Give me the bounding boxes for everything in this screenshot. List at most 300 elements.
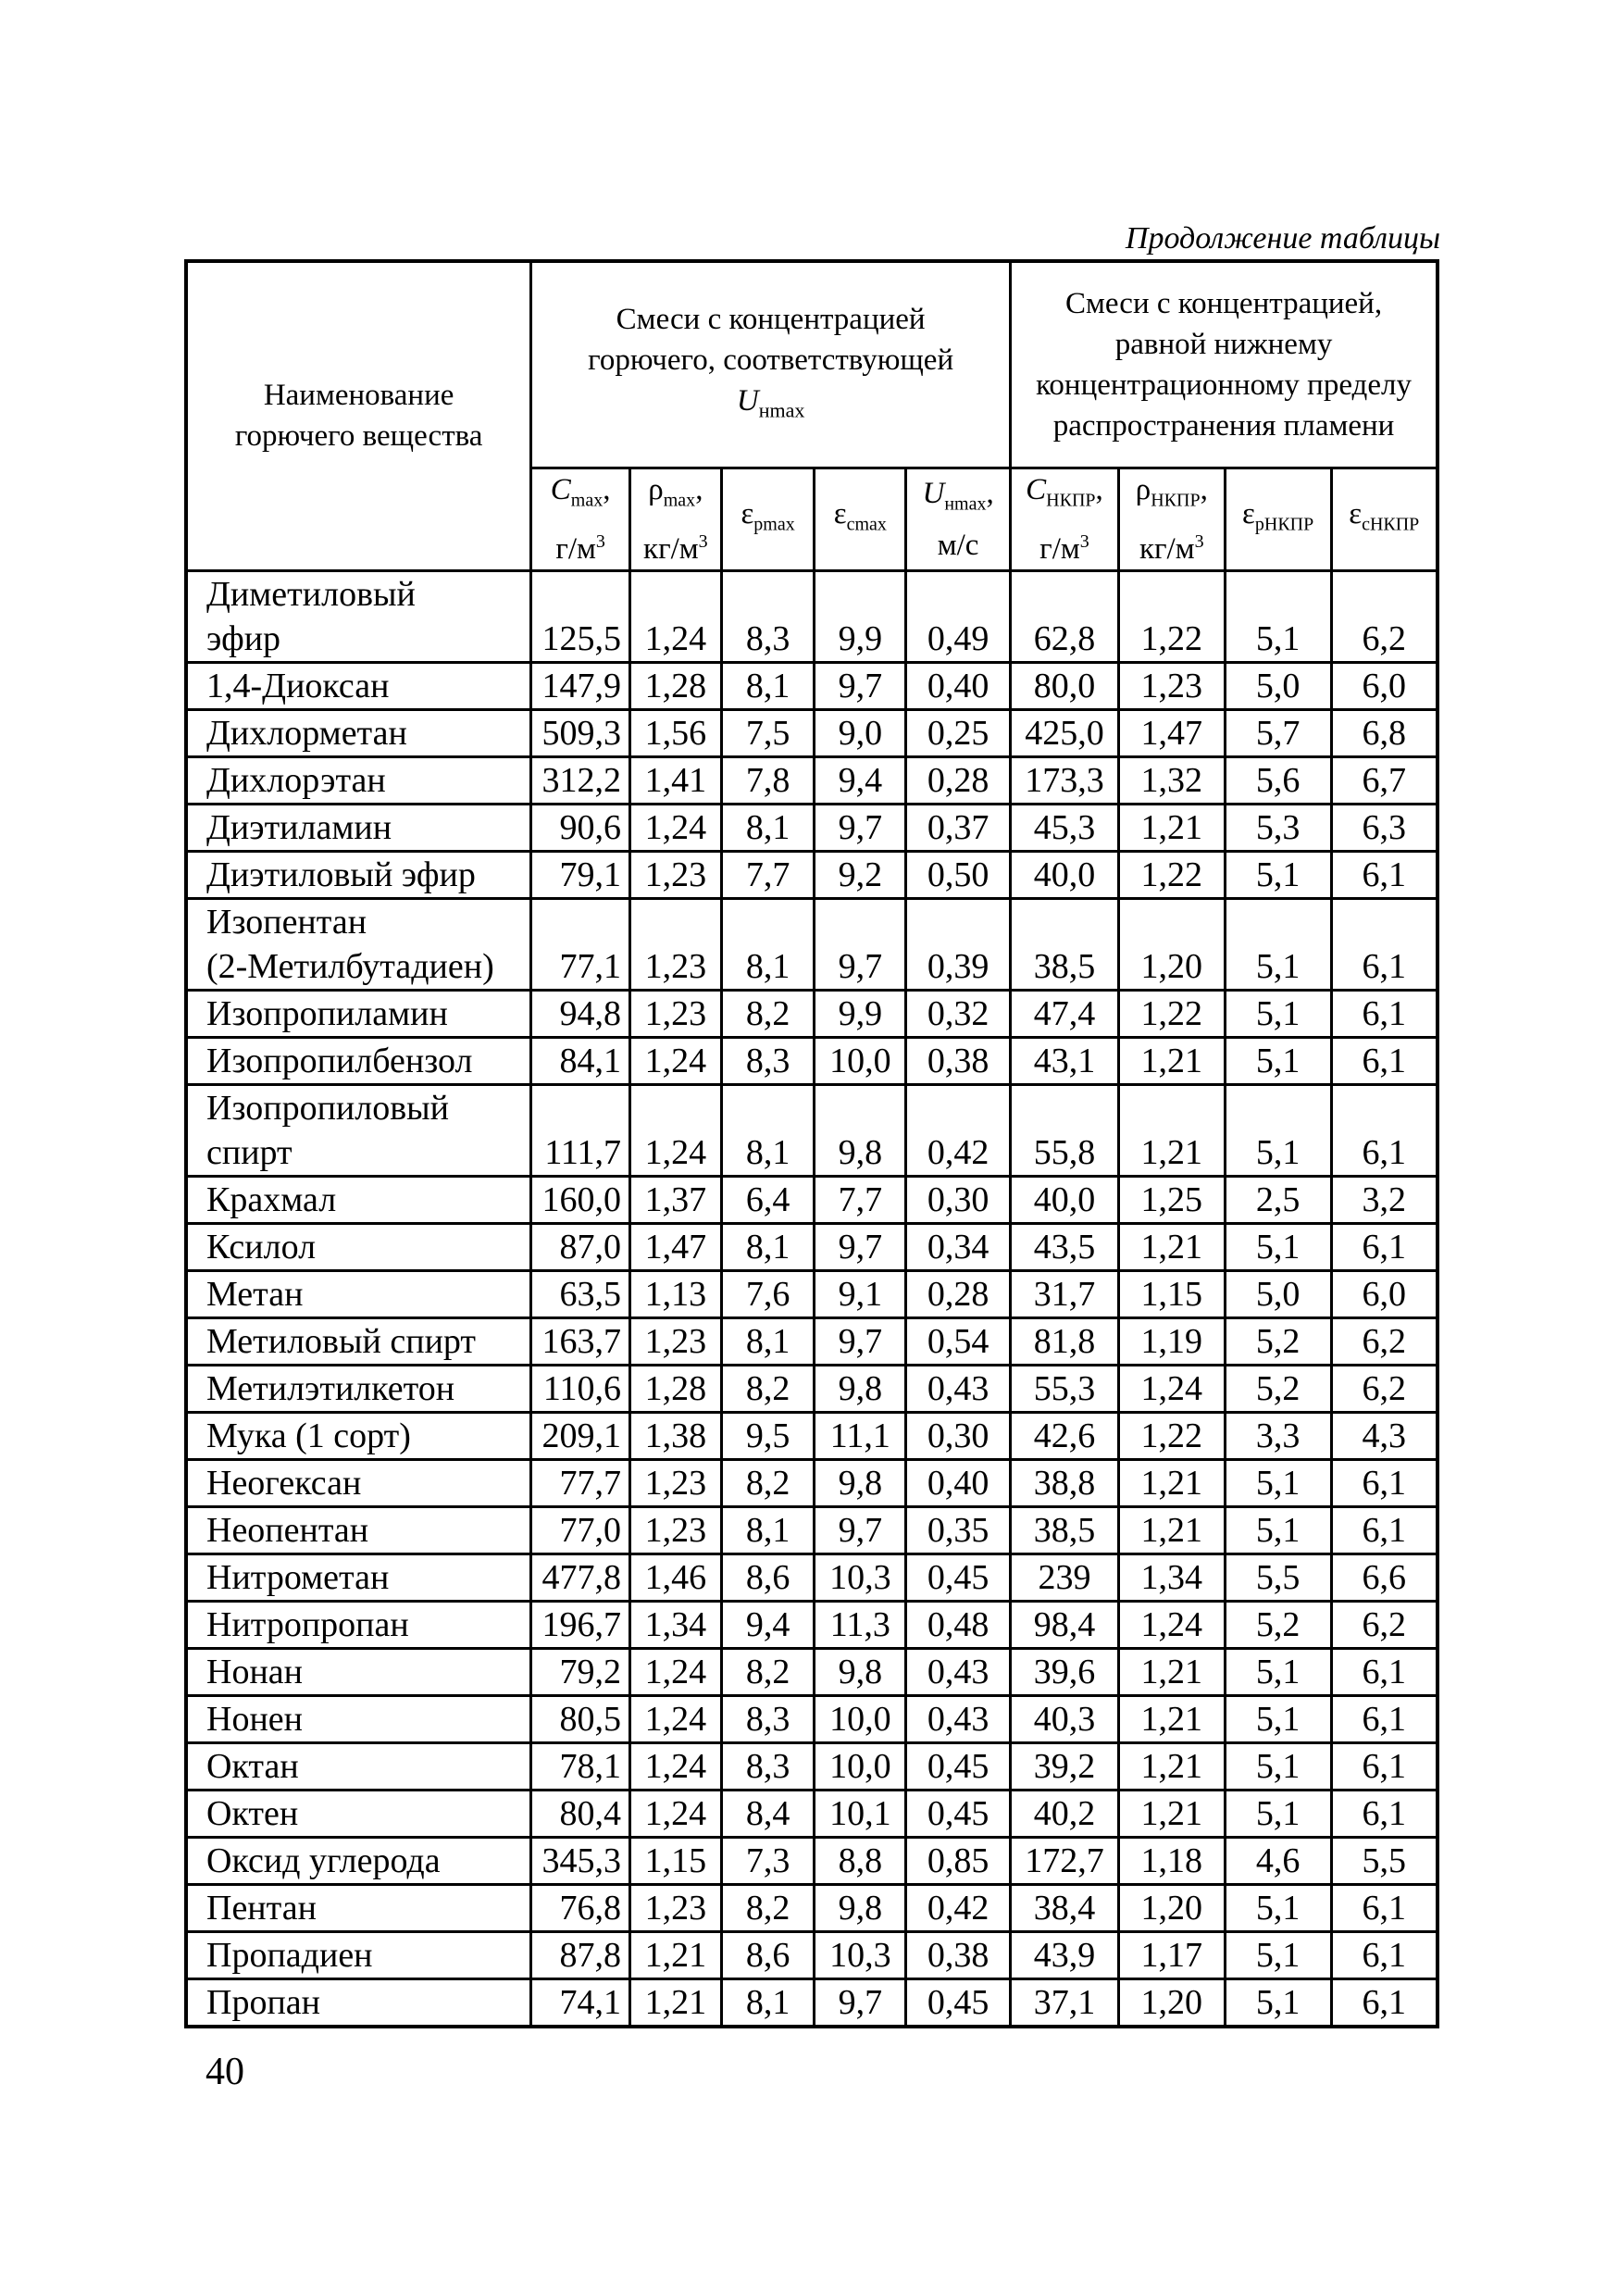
value-cell: 8,8 [815, 1837, 906, 1884]
column-subscript: pmax [753, 514, 795, 535]
column-unit-power: 3 [698, 530, 708, 552]
value-cell: 1,20 [1118, 898, 1225, 990]
value-cell: 5,1 [1225, 851, 1331, 898]
value-cell: 6,4 [721, 1176, 815, 1223]
substance-name [186, 1317, 531, 1365]
value-cell: 5,0 [1225, 1270, 1331, 1317]
value-cell: 63,5 [531, 1270, 630, 1317]
value-cell: 5,1 [1225, 1884, 1331, 1931]
value-cell: 47,4 [1011, 990, 1119, 1037]
value-cell: 4,3 [1331, 1412, 1438, 1459]
table-row [186, 1978, 1438, 2027]
column-subscript: НКПР [1151, 490, 1201, 511]
column-unit: г/м [555, 531, 596, 566]
value-cell: 10,3 [815, 1931, 906, 1978]
value-cell: 0,40 [906, 662, 1011, 709]
value-cell: 10,1 [815, 1790, 906, 1837]
substance-name-line: Изопентан [206, 902, 367, 942]
substance-name-line: Пропадиен [206, 1935, 373, 1975]
value-cell: 5,1 [1225, 1084, 1331, 1176]
value-cell: 9,7 [815, 804, 906, 851]
value-cell: 0,50 [906, 851, 1011, 898]
value-cell: 5,1 [1225, 1648, 1331, 1695]
value-cell: 6,1 [1331, 1506, 1438, 1554]
column-header-3 [721, 468, 815, 571]
value-cell: 9,5 [721, 1412, 815, 1459]
value-cell: 38,5 [1011, 1506, 1119, 1554]
value-cell: 7,6 [721, 1270, 815, 1317]
value-cell: 9,7 [815, 1506, 906, 1554]
value-cell: 1,21 [1118, 1037, 1225, 1084]
value-cell: 477,8 [531, 1554, 630, 1601]
value-cell: 1,23 [630, 1317, 722, 1365]
value-cell: 1,20 [1118, 1884, 1225, 1931]
value-cell: 1,15 [630, 1837, 722, 1884]
value-cell: 5,1 [1225, 1742, 1331, 1790]
value-cell: 8,3 [721, 1695, 815, 1742]
value-cell: 8,1 [721, 662, 815, 709]
substance-name-line: Дихлорметан [206, 713, 407, 753]
substance-name [186, 1978, 531, 2027]
substance-name-line: Метан [206, 1274, 304, 1314]
column-subscript: НКПР [1046, 490, 1096, 511]
value-cell: 2,5 [1225, 1176, 1331, 1223]
value-cell: 9,9 [815, 990, 906, 1037]
value-cell: 163,7 [531, 1317, 630, 1365]
value-cell: 1,21 [1118, 1084, 1225, 1176]
table-row [186, 1223, 1438, 1270]
value-cell: 0,38 [906, 1037, 1011, 1084]
value-cell: 5,2 [1225, 1601, 1331, 1648]
substance-name [186, 1601, 531, 1648]
value-cell: 8,2 [721, 1365, 815, 1412]
value-cell: 8,1 [721, 1506, 815, 1554]
value-cell: 11,1 [815, 1412, 906, 1459]
substance-name [186, 990, 531, 1037]
table-row [186, 1695, 1438, 1742]
value-cell: 9,9 [815, 570, 906, 662]
value-cell: 8,2 [721, 1884, 815, 1931]
value-cell: 42,6 [1011, 1412, 1119, 1459]
value-cell: 5,1 [1225, 898, 1331, 990]
substance-name-line: 1,4-Диоксан [206, 666, 390, 705]
substance-name [186, 756, 531, 804]
table-row [186, 1837, 1438, 1884]
value-cell: 196,7 [531, 1601, 630, 1648]
table-row [186, 804, 1438, 851]
value-cell: 10,0 [815, 1695, 906, 1742]
substance-name [186, 1931, 531, 1978]
value-cell: 10,0 [815, 1037, 906, 1084]
value-cell: 6,0 [1331, 662, 1438, 709]
value-cell: 6,1 [1331, 1884, 1438, 1931]
table-row [186, 1742, 1438, 1790]
value-cell: 1,21 [630, 1978, 722, 2027]
substance-name-line: Пропан [206, 1982, 320, 2022]
value-cell: 0,43 [906, 1695, 1011, 1742]
substance-name [186, 1742, 531, 1790]
value-cell: 98,4 [1011, 1601, 1119, 1648]
value-cell: 0,30 [906, 1176, 1011, 1223]
column-unit-power: 3 [1079, 530, 1089, 552]
value-cell: 39,6 [1011, 1648, 1119, 1695]
substance-name [186, 1695, 531, 1742]
column-symbol: ε [1349, 497, 1363, 530]
value-cell: 1,23 [630, 898, 722, 990]
value-cell: 1,24 [630, 1648, 722, 1695]
value-cell: 37,1 [1011, 1978, 1119, 2027]
substance-name-line: Нонан [206, 1652, 303, 1691]
value-cell: 80,5 [531, 1695, 630, 1742]
value-cell: 9,4 [815, 756, 906, 804]
table-row [186, 1601, 1438, 1648]
value-cell: 1,24 [630, 1037, 722, 1084]
value-cell: 8,6 [721, 1931, 815, 1978]
value-cell: 110,6 [531, 1365, 630, 1412]
value-cell: 8,2 [721, 990, 815, 1037]
column-header-8 [1225, 468, 1331, 571]
value-cell: 40,0 [1011, 851, 1119, 898]
substance-name-line: эфир [206, 618, 281, 658]
value-cell: 6,1 [1331, 1931, 1438, 1978]
value-cell: 10,3 [815, 1554, 906, 1601]
value-cell: 55,3 [1011, 1365, 1119, 1412]
value-cell: 78,1 [531, 1742, 630, 1790]
value-cell: 1,22 [1118, 570, 1225, 662]
value-cell: 43,1 [1011, 1037, 1119, 1084]
substance-name-line: Изопропиламин [206, 993, 448, 1033]
table-row [186, 990, 1438, 1037]
value-cell: 239 [1011, 1554, 1119, 1601]
substance-name [186, 1412, 531, 1459]
table-row [186, 1365, 1438, 1412]
value-cell: 9,0 [815, 709, 906, 756]
value-cell: 0,37 [906, 804, 1011, 851]
value-cell: 172,7 [1011, 1837, 1119, 1884]
value-cell: 5,1 [1225, 1790, 1331, 1837]
group1-line1: Смеси с концентрацией [616, 302, 926, 336]
column-unit: г/м [1039, 531, 1080, 566]
column-symbol: ρ [1135, 473, 1151, 506]
value-cell: 6,2 [1331, 1365, 1438, 1412]
value-cell: 9,7 [815, 662, 906, 709]
value-cell: 0,30 [906, 1412, 1011, 1459]
value-cell: 6,1 [1331, 898, 1438, 990]
value-cell: 40,2 [1011, 1790, 1119, 1837]
value-cell: 7,5 [721, 709, 815, 756]
value-cell: 1,23 [630, 851, 722, 898]
value-cell: 87,8 [531, 1931, 630, 1978]
value-cell: 3,3 [1225, 1412, 1331, 1459]
table-row [186, 1037, 1438, 1084]
column-unit: кг/м [1139, 531, 1195, 566]
value-cell: 6,1 [1331, 1084, 1438, 1176]
substance-name [186, 804, 531, 851]
column-symbol: ε [833, 497, 847, 530]
value-cell: 1,15 [1118, 1270, 1225, 1317]
substance-name-line: Метилэтилкетон [206, 1368, 455, 1408]
value-cell: 0,54 [906, 1317, 1011, 1365]
substance-name-line: Неогексан [206, 1463, 362, 1503]
value-cell: 5,7 [1225, 709, 1331, 756]
value-cell: 9,7 [815, 1317, 906, 1365]
value-cell: 1,24 [630, 804, 722, 851]
substance-name-line: Диэтиловый эфир [206, 855, 476, 894]
substance-name-line: Октен [206, 1793, 299, 1833]
substance-name [186, 1084, 531, 1176]
column-subscript: cmax [846, 514, 887, 535]
value-cell: 5,1 [1225, 1695, 1331, 1742]
value-cell: 5,1 [1225, 1931, 1331, 1978]
value-cell: 0,42 [906, 1084, 1011, 1176]
value-cell: 0,43 [906, 1365, 1011, 1412]
value-cell: 1,13 [630, 1270, 722, 1317]
value-cell: 43,5 [1011, 1223, 1119, 1270]
value-cell: 5,0 [1225, 662, 1331, 709]
value-cell: 6,1 [1331, 1790, 1438, 1837]
value-cell: 11,3 [815, 1601, 906, 1648]
value-cell: 147,9 [531, 662, 630, 709]
substance-name-line: Октан [206, 1746, 299, 1786]
value-cell: 9,1 [815, 1270, 906, 1317]
substance-name [186, 1554, 531, 1601]
table-row [186, 662, 1438, 709]
value-cell: 6,2 [1331, 1317, 1438, 1365]
value-cell: 0,48 [906, 1601, 1011, 1648]
value-cell: 79,2 [531, 1648, 630, 1695]
value-cell: 0,39 [906, 898, 1011, 990]
value-cell: 5,6 [1225, 756, 1331, 804]
value-cell: 9,7 [815, 1223, 906, 1270]
table-row [186, 1317, 1438, 1365]
group1-var: $U_{нmax}$ [736, 383, 805, 422]
value-cell: 79,1 [531, 851, 630, 898]
value-cell: 1,21 [1118, 1790, 1225, 1837]
value-cell: 9,8 [815, 1648, 906, 1695]
value-cell: 9,8 [815, 1884, 906, 1931]
column-unit-power: 3 [1194, 530, 1204, 552]
value-cell: 8,1 [721, 804, 815, 851]
table-body [186, 570, 1438, 2027]
column-symbol: ε [741, 497, 754, 530]
value-cell: 31,7 [1011, 1270, 1119, 1317]
substance-name-line: Оксид углерода [206, 1841, 441, 1880]
page-number: 40 [205, 2051, 244, 2093]
column-symbol: C [1026, 473, 1047, 506]
value-cell: 74,1 [531, 1978, 630, 2027]
substance-name-line: Изопропилбензол [206, 1041, 473, 1080]
substance-name [186, 1459, 531, 1506]
value-cell: 77,7 [531, 1459, 630, 1506]
substance-name-line: (2-Метилбутадиен) [206, 946, 494, 986]
column-symbol: ρ [648, 473, 664, 506]
value-cell: 90,6 [531, 804, 630, 851]
table-row [186, 1648, 1438, 1695]
value-cell: 40,3 [1011, 1695, 1119, 1742]
value-cell: 8,1 [721, 898, 815, 990]
value-cell: 1,22 [1118, 851, 1225, 898]
value-cell: 1,23 [630, 1506, 722, 1554]
substance-name-line: Нонен [206, 1699, 303, 1739]
substance-name-line: Дихлорэтан [206, 760, 386, 800]
value-cell: 6,2 [1331, 570, 1438, 662]
value-cell: 1,18 [1118, 1837, 1225, 1884]
value-cell: 1,28 [630, 1365, 722, 1412]
column-subscript: max [570, 490, 604, 511]
column-header-1: $C_{max}$, $г/м^3$ [531, 468, 630, 571]
value-cell: 6,1 [1331, 1223, 1438, 1270]
value-cell: 9,8 [815, 1084, 906, 1176]
value-cell: 5,3 [1225, 804, 1331, 851]
substance-name [186, 1223, 531, 1270]
value-cell: 6,1 [1331, 990, 1438, 1037]
value-cell: 0,40 [906, 1459, 1011, 1506]
value-cell: 0,38 [906, 1931, 1011, 1978]
header-group-umax [531, 261, 1011, 468]
data-table [184, 259, 1439, 2028]
value-cell: 509,3 [531, 709, 630, 756]
value-cell: 0,49 [906, 570, 1011, 662]
value-cell: 5,1 [1225, 1223, 1331, 1270]
value-cell: 8,2 [721, 1459, 815, 1506]
value-cell: 1,56 [630, 709, 722, 756]
value-cell: 8,3 [721, 1037, 815, 1084]
value-cell: 38,5 [1011, 898, 1119, 990]
value-cell: 1,24 [630, 1695, 722, 1742]
substance-name [186, 1270, 531, 1317]
value-cell: 94,8 [531, 990, 630, 1037]
value-cell: 345,3 [531, 1837, 630, 1884]
value-cell: 5,2 [1225, 1317, 1331, 1365]
value-cell: 5,1 [1225, 1506, 1331, 1554]
value-cell: 80,4 [531, 1790, 630, 1837]
table-row [186, 1412, 1438, 1459]
value-cell: 1,22 [1118, 1412, 1225, 1459]
value-cell: 1,21 [1118, 1648, 1225, 1695]
substance-name-line: Мука (1 сорт) [206, 1416, 411, 1455]
value-cell: 1,21 [1118, 1742, 1225, 1790]
value-cell: 1,37 [630, 1176, 722, 1223]
value-cell: 3,2 [1331, 1176, 1438, 1223]
table-row [186, 1176, 1438, 1223]
substance-name [186, 898, 531, 990]
value-cell: 125,5 [531, 570, 630, 662]
value-cell: 38,8 [1011, 1459, 1119, 1506]
value-cell: 1,21 [1118, 1223, 1225, 1270]
substance-name-line: спирт [206, 1132, 292, 1172]
value-cell: 5,5 [1225, 1554, 1331, 1601]
value-cell: 1,24 [630, 1790, 722, 1837]
table-row [186, 1931, 1438, 1978]
value-cell: 0,35 [906, 1506, 1011, 1554]
value-cell: 1,23 [630, 1459, 722, 1506]
value-cell: 0,28 [906, 1270, 1011, 1317]
column-unit: кг/м [643, 531, 699, 566]
value-cell: 1,34 [630, 1601, 722, 1648]
value-cell: 1,20 [1118, 1978, 1225, 2027]
substance-name [186, 1176, 531, 1223]
substance-name-line: Нитропропан [206, 1604, 409, 1644]
value-cell: 1,24 [630, 1742, 722, 1790]
column-symbol: C [550, 473, 571, 506]
value-cell: 8,2 [721, 1648, 815, 1695]
value-cell: 1,24 [1118, 1601, 1225, 1648]
column-subscript: сНКПР [1362, 514, 1420, 535]
value-cell: 209,1 [531, 1412, 630, 1459]
table-row [186, 1884, 1438, 1931]
column-header-9 [1331, 468, 1438, 571]
substance-name [186, 709, 531, 756]
value-cell: 6,6 [1331, 1554, 1438, 1601]
value-cell: 62,8 [1011, 570, 1119, 662]
value-cell: 1,46 [630, 1554, 722, 1601]
value-cell: 1,38 [630, 1412, 722, 1459]
table-row [186, 898, 1438, 990]
column-symbol: ε [1242, 497, 1255, 530]
value-cell: 1,21 [1118, 1506, 1225, 1554]
value-cell: 6,3 [1331, 804, 1438, 851]
substance-name [186, 662, 531, 709]
value-cell: 9,7 [815, 1978, 906, 2027]
value-cell: 7,3 [721, 1837, 815, 1884]
value-cell: 84,1 [531, 1037, 630, 1084]
value-cell: 45,3 [1011, 804, 1119, 851]
value-cell: 43,9 [1011, 1931, 1119, 1978]
value-cell: 5,1 [1225, 1459, 1331, 1506]
value-cell: 1,21 [1118, 1459, 1225, 1506]
value-cell: 6,1 [1331, 851, 1438, 898]
value-cell: 0,45 [906, 1978, 1011, 2027]
value-cell: 5,1 [1225, 570, 1331, 662]
value-cell: 8,3 [721, 570, 815, 662]
column-subscript: max [663, 490, 696, 511]
value-cell: 7,7 [721, 851, 815, 898]
column-unit-power: 3 [595, 530, 605, 552]
value-cell: 0,25 [906, 709, 1011, 756]
value-cell: 1,28 [630, 662, 722, 709]
value-cell: 77,0 [531, 1506, 630, 1554]
table-row [186, 1506, 1438, 1554]
value-cell: 1,21 [1118, 804, 1225, 851]
value-cell: 0,28 [906, 756, 1011, 804]
value-cell: 8,1 [721, 1978, 815, 2027]
value-cell: 6,2 [1331, 1601, 1438, 1648]
table-row [186, 570, 1438, 662]
value-cell: 1,21 [630, 1931, 722, 1978]
table-row [186, 851, 1438, 898]
substance-name-line: Метиловый спирт [206, 1321, 477, 1361]
substance-name-line: Ксилол [206, 1227, 317, 1267]
substance-name [186, 1648, 531, 1695]
substance-name-line: Изопропиловый [206, 1088, 450, 1128]
substance-name [186, 1837, 531, 1884]
substance-name-line: Неопентан [206, 1510, 369, 1550]
table-row [186, 756, 1438, 804]
value-cell: 77,1 [531, 898, 630, 990]
substance-name-line: Нитрометан [206, 1557, 390, 1597]
value-cell: 9,8 [815, 1365, 906, 1412]
substance-name [186, 851, 531, 898]
column-header-7: $\rho_{НКПР}$, $кг/м^3$ [1118, 468, 1225, 571]
value-cell: 0,42 [906, 1884, 1011, 1931]
table-row [186, 1270, 1438, 1317]
value-cell: 0,85 [906, 1837, 1011, 1884]
value-cell: 8,1 [721, 1084, 815, 1176]
value-cell: 1,32 [1118, 756, 1225, 804]
column-unit: м/с [937, 528, 979, 562]
value-cell: 6,1 [1331, 1695, 1438, 1742]
table-continuation-caption: Продолжение таблицы [1125, 221, 1440, 256]
